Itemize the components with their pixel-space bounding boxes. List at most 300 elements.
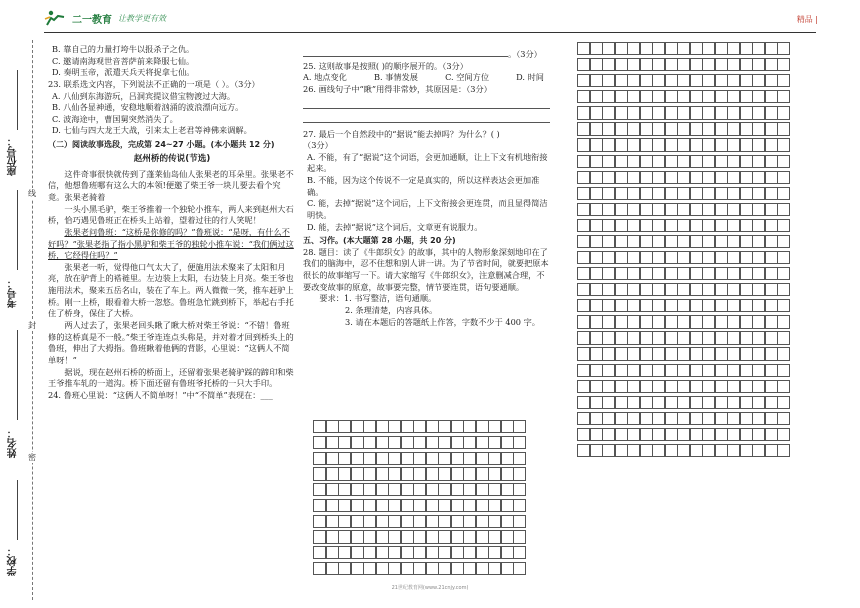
grid-cell[interactable] — [451, 530, 464, 543]
grid-cell[interactable] — [326, 467, 339, 480]
grid-cell[interactable] — [313, 420, 326, 433]
grid-cell[interactable] — [665, 412, 678, 425]
grid-cell[interactable] — [777, 106, 790, 119]
grid-cell[interactable] — [338, 483, 351, 496]
grid-cell[interactable] — [665, 299, 678, 312]
grid-cell[interactable] — [501, 420, 514, 433]
grid-cell[interactable] — [740, 203, 753, 216]
grid-cell[interactable] — [690, 412, 703, 425]
grid-cell[interactable] — [640, 187, 653, 200]
grid-cell[interactable] — [652, 219, 665, 232]
grid-cell[interactable] — [627, 380, 640, 393]
grid-cell[interactable] — [326, 436, 339, 449]
grid-cell[interactable] — [351, 499, 364, 512]
grid-cell[interactable] — [501, 515, 514, 528]
grid-cell[interactable] — [740, 251, 753, 264]
grid-cell[interactable] — [602, 299, 615, 312]
grid-cell[interactable] — [752, 74, 765, 87]
grid-cell[interactable] — [765, 42, 778, 55]
grid-cell[interactable] — [752, 331, 765, 344]
grid-cell[interactable] — [602, 380, 615, 393]
grid-cell[interactable] — [363, 530, 376, 543]
grid-cell[interactable] — [615, 90, 628, 103]
grid-cell[interactable] — [702, 283, 715, 296]
grid-cell[interactable] — [577, 42, 590, 55]
grid-cell[interactable] — [488, 483, 501, 496]
grid-cell[interactable] — [677, 444, 690, 457]
grid-cell[interactable] — [715, 347, 728, 360]
grid-cell[interactable] — [476, 483, 489, 496]
grid-cell[interactable] — [438, 467, 451, 480]
grid-cell[interactable] — [677, 380, 690, 393]
grid-cell[interactable] — [326, 499, 339, 512]
grid-cell[interactable] — [677, 267, 690, 280]
grid-cell[interactable] — [752, 364, 765, 377]
grid-cell[interactable] — [488, 420, 501, 433]
grid-cell[interactable] — [413, 467, 426, 480]
grid-cell[interactable] — [752, 171, 765, 184]
grid-cell[interactable] — [777, 155, 790, 168]
grid-cell[interactable] — [413, 546, 426, 559]
grid-cell[interactable] — [715, 235, 728, 248]
grid-cell[interactable] — [590, 58, 603, 71]
grid-cell[interactable] — [413, 530, 426, 543]
grid-cell[interactable] — [715, 299, 728, 312]
grid-cell[interactable] — [715, 315, 728, 328]
grid-cell[interactable] — [351, 420, 364, 433]
grid-cell[interactable] — [677, 74, 690, 87]
grid-cell[interactable] — [665, 283, 678, 296]
grid-cell[interactable] — [640, 171, 653, 184]
grid-cell[interactable] — [702, 58, 715, 71]
grid-cell[interactable] — [426, 546, 439, 559]
grid-cell[interactable] — [463, 452, 476, 465]
grid-cell[interactable] — [363, 452, 376, 465]
grid-cell[interactable] — [752, 235, 765, 248]
grid-cell[interactable] — [652, 364, 665, 377]
grid-cell[interactable] — [777, 444, 790, 457]
grid-cell[interactable] — [652, 90, 665, 103]
grid-cell[interactable] — [727, 42, 740, 55]
grid-cell[interactable] — [476, 562, 489, 575]
grid-cell[interactable] — [652, 122, 665, 135]
grid-cell[interactable] — [752, 122, 765, 135]
grid-cell[interactable] — [627, 203, 640, 216]
grid-cell[interactable] — [627, 428, 640, 441]
grid-cell[interactable] — [577, 331, 590, 344]
grid-cell[interactable] — [777, 251, 790, 264]
grid-cell[interactable] — [665, 219, 678, 232]
grid-cell[interactable] — [765, 90, 778, 103]
grid-cell[interactable] — [602, 315, 615, 328]
grid-cell[interactable] — [627, 219, 640, 232]
grid-cell[interactable] — [602, 187, 615, 200]
grid-cell[interactable] — [463, 562, 476, 575]
grid-cell[interactable] — [677, 106, 690, 119]
grid-cell[interactable] — [577, 315, 590, 328]
grid-cell[interactable] — [777, 90, 790, 103]
grid-cell[interactable] — [627, 267, 640, 280]
grid-cell[interactable] — [677, 171, 690, 184]
grid-cell[interactable] — [640, 267, 653, 280]
grid-cell[interactable] — [765, 122, 778, 135]
grid-cell[interactable] — [313, 546, 326, 559]
grid-cell[interactable] — [677, 396, 690, 409]
grid-cell[interactable] — [677, 155, 690, 168]
grid-cell[interactable] — [677, 138, 690, 151]
grid-cell[interactable] — [715, 267, 728, 280]
grid-cell[interactable] — [715, 219, 728, 232]
grid-cell[interactable] — [740, 315, 753, 328]
grid-cell[interactable] — [401, 515, 414, 528]
grid-cell[interactable] — [752, 428, 765, 441]
grid-cell[interactable] — [690, 267, 703, 280]
grid-cell[interactable] — [740, 138, 753, 151]
grid-cell[interactable] — [665, 74, 678, 87]
q24-answer-line[interactable] — [303, 48, 508, 57]
grid-cell[interactable] — [577, 138, 590, 151]
grid-cell[interactable] — [777, 283, 790, 296]
grid-cell[interactable] — [640, 74, 653, 87]
grid-cell[interactable] — [702, 380, 715, 393]
grid-cell[interactable] — [627, 235, 640, 248]
grid-cell[interactable] — [777, 122, 790, 135]
grid-cell[interactable] — [590, 90, 603, 103]
grid-cell[interactable] — [740, 106, 753, 119]
grid-cell[interactable] — [715, 74, 728, 87]
grid-cell[interactable] — [665, 203, 678, 216]
grid-cell[interactable] — [451, 515, 464, 528]
grid-cell[interactable] — [727, 171, 740, 184]
grid-cell[interactable] — [376, 546, 389, 559]
grid-cell[interactable] — [313, 483, 326, 496]
grid-cell[interactable] — [476, 499, 489, 512]
grid-cell[interactable] — [727, 138, 740, 151]
grid-cell[interactable] — [765, 74, 778, 87]
grid-cell[interactable] — [665, 90, 678, 103]
grid-cell[interactable] — [765, 299, 778, 312]
grid-cell[interactable] — [715, 155, 728, 168]
grid-cell[interactable] — [765, 380, 778, 393]
grid-cell[interactable] — [615, 347, 628, 360]
grid-cell[interactable] — [451, 483, 464, 496]
grid-cell[interactable] — [727, 283, 740, 296]
grid-cell[interactable] — [665, 106, 678, 119]
grid-cell[interactable] — [665, 187, 678, 200]
grid-cell[interactable] — [690, 235, 703, 248]
grid-cell[interactable] — [777, 219, 790, 232]
grid-cell[interactable] — [665, 58, 678, 71]
grid-cell[interactable] — [602, 412, 615, 425]
grid-cell[interactable] — [413, 436, 426, 449]
grid-cell[interactable] — [715, 444, 728, 457]
grid-cell[interactable] — [590, 122, 603, 135]
grid-cell[interactable] — [451, 467, 464, 480]
grid-cell[interactable] — [740, 412, 753, 425]
grid-cell[interactable] — [640, 331, 653, 344]
grid-cell[interactable] — [351, 483, 364, 496]
grid-cell[interactable] — [702, 396, 715, 409]
grid-cell[interactable] — [652, 267, 665, 280]
grid-cell[interactable] — [376, 515, 389, 528]
grid-cell[interactable] — [577, 106, 590, 119]
grid-cell[interactable] — [426, 530, 439, 543]
grid-cell[interactable] — [602, 42, 615, 55]
grid-cell[interactable] — [363, 467, 376, 480]
grid-cell[interactable] — [388, 546, 401, 559]
grid-cell[interactable] — [602, 364, 615, 377]
grid-cell[interactable] — [338, 499, 351, 512]
grid-cell[interactable] — [690, 203, 703, 216]
grid-cell[interactable] — [438, 515, 451, 528]
grid-cell[interactable] — [590, 74, 603, 87]
grid-cell[interactable] — [640, 219, 653, 232]
grid-cell[interactable] — [602, 251, 615, 264]
grid-cell[interactable] — [640, 315, 653, 328]
grid-cell[interactable] — [715, 90, 728, 103]
grid-cell[interactable] — [426, 436, 439, 449]
grid-cell[interactable] — [501, 546, 514, 559]
grid-cell[interactable] — [690, 315, 703, 328]
grid-cell[interactable] — [590, 347, 603, 360]
grid-cell[interactable] — [513, 530, 526, 543]
grid-cell[interactable] — [426, 467, 439, 480]
grid-cell[interactable] — [351, 452, 364, 465]
grid-cell[interactable] — [615, 283, 628, 296]
grid-cell[interactable] — [665, 364, 678, 377]
grid-cell[interactable] — [740, 396, 753, 409]
grid-cell[interactable] — [513, 452, 526, 465]
grid-cell[interactable] — [476, 420, 489, 433]
grid-cell[interactable] — [740, 444, 753, 457]
grid-cell[interactable] — [338, 530, 351, 543]
grid-cell[interactable] — [777, 138, 790, 151]
grid-cell[interactable] — [777, 428, 790, 441]
grid-cell[interactable] — [715, 203, 728, 216]
grid-cell[interactable] — [652, 380, 665, 393]
grid-cell[interactable] — [590, 283, 603, 296]
grid-cell[interactable] — [376, 452, 389, 465]
grid-cell[interactable] — [627, 396, 640, 409]
grid-cell[interactable] — [451, 436, 464, 449]
grid-cell[interactable] — [388, 452, 401, 465]
grid-cell[interactable] — [690, 58, 703, 71]
grid-cell[interactable] — [665, 235, 678, 248]
grid-cell[interactable] — [577, 444, 590, 457]
grid-cell[interactable] — [702, 299, 715, 312]
grid-cell[interactable] — [615, 251, 628, 264]
grid-cell[interactable] — [577, 347, 590, 360]
grid-cell[interactable] — [715, 380, 728, 393]
grid-cell[interactable] — [627, 106, 640, 119]
grid-cell[interactable] — [338, 515, 351, 528]
grid-cell[interactable] — [777, 203, 790, 216]
grid-cell[interactable] — [351, 546, 364, 559]
grid-cell[interactable] — [602, 58, 615, 71]
grid-cell[interactable] — [677, 235, 690, 248]
grid-cell[interactable] — [326, 546, 339, 559]
grid-cell[interactable] — [727, 155, 740, 168]
grid-cell[interactable] — [590, 315, 603, 328]
grid-cell[interactable] — [627, 74, 640, 87]
grid-cell[interactable] — [602, 122, 615, 135]
grid-cell[interactable] — [665, 444, 678, 457]
grid-cell[interactable] — [413, 562, 426, 575]
grid-cell[interactable] — [451, 562, 464, 575]
grid-cell[interactable] — [615, 235, 628, 248]
grid-cell[interactable] — [602, 74, 615, 87]
grid-cell[interactable] — [577, 74, 590, 87]
grid-cell[interactable] — [401, 452, 414, 465]
grid-cell[interactable] — [765, 331, 778, 344]
grid-cell[interactable] — [702, 444, 715, 457]
grid-cell[interactable] — [627, 315, 640, 328]
grid-cell[interactable] — [351, 467, 364, 480]
grid-cell[interactable] — [752, 380, 765, 393]
grid-cell[interactable] — [715, 331, 728, 344]
grid-cell[interactable] — [388, 515, 401, 528]
grid-cell[interactable] — [702, 267, 715, 280]
grid-cell[interactable] — [740, 283, 753, 296]
grid-cell[interactable] — [590, 331, 603, 344]
grid-cell[interactable] — [727, 380, 740, 393]
grid-cell[interactable] — [463, 530, 476, 543]
grid-cell[interactable] — [363, 483, 376, 496]
grid-cell[interactable] — [665, 155, 678, 168]
grid-cell[interactable] — [702, 315, 715, 328]
grid-cell[interactable] — [615, 155, 628, 168]
grid-cell[interactable] — [627, 155, 640, 168]
grid-cell[interactable] — [665, 267, 678, 280]
grid-cell[interactable] — [690, 171, 703, 184]
grid-cell[interactable] — [652, 347, 665, 360]
grid-cell[interactable] — [752, 42, 765, 55]
grid-cell[interactable] — [313, 436, 326, 449]
grid-cell[interactable] — [615, 444, 628, 457]
grid-cell[interactable] — [615, 331, 628, 344]
grid-cell[interactable] — [702, 171, 715, 184]
grid-cell[interactable] — [376, 499, 389, 512]
grid-cell[interactable] — [652, 428, 665, 441]
grid-cell[interactable] — [740, 155, 753, 168]
grid-cell[interactable] — [715, 428, 728, 441]
grid-cell[interactable] — [590, 396, 603, 409]
grid-cell[interactable] — [488, 530, 501, 543]
grid-cell[interactable] — [476, 546, 489, 559]
grid-cell[interactable] — [627, 42, 640, 55]
grid-cell[interactable] — [413, 420, 426, 433]
grid-cell[interactable] — [501, 562, 514, 575]
grid-cell[interactable] — [426, 499, 439, 512]
grid-cell[interactable] — [577, 396, 590, 409]
grid-cell[interactable] — [326, 483, 339, 496]
grid-cell[interactable] — [577, 364, 590, 377]
grid-cell[interactable] — [740, 171, 753, 184]
grid-cell[interactable] — [615, 138, 628, 151]
grid-cell[interactable] — [326, 420, 339, 433]
grid-cell[interactable] — [652, 315, 665, 328]
grid-cell[interactable] — [702, 412, 715, 425]
grid-cell[interactable] — [438, 483, 451, 496]
grid-cell[interactable] — [740, 380, 753, 393]
grid-cell[interactable] — [476, 515, 489, 528]
grid-cell[interactable] — [488, 467, 501, 480]
grid-cell[interactable] — [438, 499, 451, 512]
grid-cell[interactable] — [488, 499, 501, 512]
grid-cell[interactable] — [665, 380, 678, 393]
grid-cell[interactable] — [740, 267, 753, 280]
grid-cell[interactable] — [513, 483, 526, 496]
grid-cell[interactable] — [488, 562, 501, 575]
grid-cell[interactable] — [652, 74, 665, 87]
grid-cell[interactable] — [590, 364, 603, 377]
grid-cell[interactable] — [727, 251, 740, 264]
grid-cell[interactable] — [388, 467, 401, 480]
grid-cell[interactable] — [602, 138, 615, 151]
grid-cell[interactable] — [577, 267, 590, 280]
grid-cell[interactable] — [590, 428, 603, 441]
grid-cell[interactable] — [715, 187, 728, 200]
grid-cell[interactable] — [715, 106, 728, 119]
grid-cell[interactable] — [627, 347, 640, 360]
grid-cell[interactable] — [715, 58, 728, 71]
grid-cell[interactable] — [777, 235, 790, 248]
grid-cell[interactable] — [665, 171, 678, 184]
grid-cell[interactable] — [590, 380, 603, 393]
grid-cell[interactable] — [702, 74, 715, 87]
grid-cell[interactable] — [702, 155, 715, 168]
grid-cell[interactable] — [313, 499, 326, 512]
grid-cell[interactable] — [765, 155, 778, 168]
grid-cell[interactable] — [590, 235, 603, 248]
grid-cell[interactable] — [615, 74, 628, 87]
grid-cell[interactable] — [752, 283, 765, 296]
grid-cell[interactable] — [590, 444, 603, 457]
grid-cell[interactable] — [727, 428, 740, 441]
grid-cell[interactable] — [376, 467, 389, 480]
grid-cell[interactable] — [677, 315, 690, 328]
grid-cell[interactable] — [777, 267, 790, 280]
grid-cell[interactable] — [627, 251, 640, 264]
grid-cell[interactable] — [640, 380, 653, 393]
grid-cell[interactable] — [313, 467, 326, 480]
grid-cell[interactable] — [590, 219, 603, 232]
grid-cell[interactable] — [652, 155, 665, 168]
grid-cell[interactable] — [376, 483, 389, 496]
grid-cell[interactable] — [615, 315, 628, 328]
grid-cell[interactable] — [326, 562, 339, 575]
grid-cell[interactable] — [777, 42, 790, 55]
grid-cell[interactable] — [702, 122, 715, 135]
grid-cell[interactable] — [513, 467, 526, 480]
grid-cell[interactable] — [438, 436, 451, 449]
grid-cell[interactable] — [338, 452, 351, 465]
grid-cell[interactable] — [388, 562, 401, 575]
grid-cell[interactable] — [690, 251, 703, 264]
grid-cell[interactable] — [765, 219, 778, 232]
grid-cell[interactable] — [702, 331, 715, 344]
grid-cell[interactable] — [677, 203, 690, 216]
grid-cell[interactable] — [740, 74, 753, 87]
grid-cell[interactable] — [627, 58, 640, 71]
grid-cell[interactable] — [640, 122, 653, 135]
grid-cell[interactable] — [652, 187, 665, 200]
grid-cell[interactable] — [765, 138, 778, 151]
grid-cell[interactable] — [590, 412, 603, 425]
grid-cell[interactable] — [401, 562, 414, 575]
grid-cell[interactable] — [690, 331, 703, 344]
grid-cell[interactable] — [640, 155, 653, 168]
